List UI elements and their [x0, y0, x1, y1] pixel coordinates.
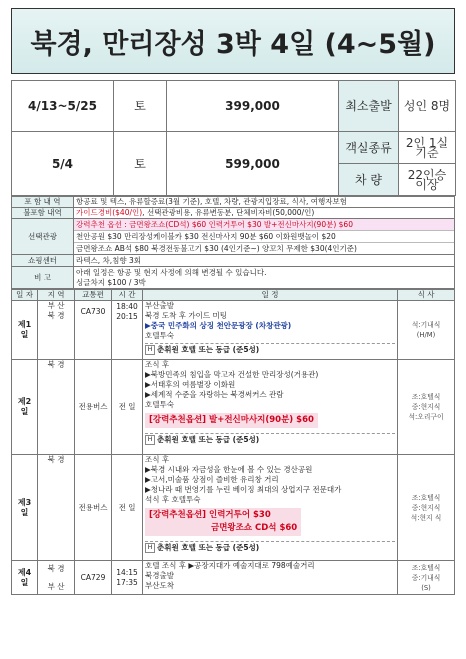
itinerary-line: 부산출발: [145, 301, 174, 310]
promo-line: [강력추천옵션] 인력거투어 $30: [149, 510, 271, 520]
hotel-note: [145, 541, 395, 553]
column-header: 식 사: [398, 290, 455, 301]
itinerary-line: ▶서태후의 여름별장 이화원: [145, 380, 236, 389]
itinerary-line: ▶청나라 때 번영기를 누린 베이징 최대의 상업지구 전문대가: [145, 485, 342, 494]
promo-badge: [145, 508, 301, 536]
price-row: [12, 81, 456, 132]
details-table: [11, 196, 455, 289]
column-header: 일 자: [12, 290, 38, 301]
region-cell: [38, 301, 75, 360]
meal: 석:현지 식: [410, 513, 442, 522]
period: 5/4: [12, 132, 114, 196]
column-header: 지 역: [38, 290, 75, 301]
time-cell: [112, 301, 143, 360]
options-label: 선택관광: [12, 219, 74, 255]
column-header: 시 간: [112, 290, 143, 301]
itinerary-line: 호텔투숙: [145, 400, 174, 409]
meal: 조:호텔식: [411, 393, 441, 401]
time: 18:40: [116, 302, 138, 311]
itinerary-line: 부산도착: [145, 581, 174, 590]
region: 북 경: [47, 311, 65, 320]
notes-value: [74, 267, 455, 289]
region: 부 산: [47, 581, 65, 591]
hotel-note: [145, 433, 395, 445]
notes-line: 아래 일정은 항공 및 현지 사정에 의해 변경될 수 있습니다.: [76, 267, 267, 277]
column-header: 교통편: [75, 290, 112, 301]
hotel-label: 춘휘원 호텔 또는 동급 (준5성): [157, 543, 260, 552]
meal: 중:현지식: [411, 403, 441, 411]
shopping-value: 라텍스, 차,침향 3회: [74, 255, 455, 267]
meal: (H/M): [416, 331, 436, 339]
period: 4/13~5/25: [12, 81, 114, 132]
shopping-label: 쇼핑센터: [12, 255, 74, 267]
day-row: [12, 561, 455, 595]
meal: 조:호텔식: [411, 493, 441, 502]
day-label: 제4일: [12, 561, 38, 595]
meal: 중:기내식: [411, 573, 441, 582]
transport: 전용버스: [75, 360, 112, 455]
itinerary-line: 북경 도착 후 가이드 미팅: [145, 311, 227, 320]
itinerary-cell: [143, 561, 398, 595]
includes-value: 항공료 및 텍스, 유류할증료(3월 기준), 호텔, 차량, 관광지입장료, 식사, 여행자보험: [74, 197, 455, 208]
region-cell: [38, 561, 75, 595]
itinerary-line: ▶고서,미술품 상점이 즐비한 유리창 거리: [145, 475, 279, 484]
meal-cell: [398, 561, 455, 595]
hotel-note: [145, 343, 395, 355]
info-value: 22인승 이상: [399, 164, 456, 196]
time-cell: [112, 561, 143, 595]
region: 부 산: [47, 301, 65, 310]
promo-line: 금면왕조쇼 CD석 $60: [211, 523, 298, 533]
time: 전 일: [112, 360, 143, 455]
itinerary-line: 북경출발: [145, 571, 174, 580]
includes-label: 포 함 내 역: [12, 197, 74, 208]
meal-cell: [398, 455, 455, 561]
hotel-label: 춘휘원 호텔 또는 동급 (준5성): [157, 345, 260, 354]
itinerary-cell: [143, 301, 398, 360]
meal: 석:오리구이: [408, 413, 444, 421]
time: 17:35: [116, 577, 138, 587]
day-row: [12, 301, 455, 360]
schedule-table: [11, 289, 455, 595]
hotel-icon: H: [145, 543, 155, 553]
hotel-icon: H: [145, 345, 155, 355]
time: 20:15: [116, 312, 138, 321]
itinerary-line: ▶중국 민주화의 상징 천안문광장 (차창관광): [145, 321, 292, 330]
info-label: 차 량: [339, 164, 399, 196]
day-label: 제1일: [12, 301, 38, 360]
options-line: 천안공원 $30 만리장성케이블카 $30 전신마사지 90분 $60 이화원뱃놀이 $20: [74, 231, 454, 243]
itinerary-line: 석식 후 호텔투숙: [145, 495, 201, 504]
meal-cell: [398, 301, 455, 360]
day-label: 제3일: [12, 455, 38, 561]
time: 전 일: [112, 455, 143, 561]
meal: (S): [421, 583, 431, 592]
schedule-header-row: [12, 290, 455, 301]
excludes-rest: , 선택관광비용, 유류변동분, 단체비자비(50,000/인): [142, 208, 315, 217]
excludes-label: 불포함 내역: [12, 208, 74, 219]
price-amount: 599,000: [167, 132, 339, 196]
notes-line: 싱글차지 $100 / 3박: [76, 277, 146, 287]
transport: 전용버스: [75, 455, 112, 561]
day-of-week: 토: [114, 132, 167, 196]
info-label: 객실종류: [339, 132, 399, 164]
meal: 조:호텔식: [411, 563, 441, 572]
itinerary-cell: [143, 455, 398, 561]
info-label: 최소출발: [339, 81, 399, 132]
time: 14:15: [116, 567, 138, 577]
day-row: [12, 360, 455, 455]
price-table: [11, 80, 456, 196]
itinerary-cell: [143, 360, 398, 455]
region: 북 경: [47, 563, 65, 573]
itinerary-line: ▶북방민족의 침입을 막고자 건설한 만리장성(거용관): [145, 370, 319, 379]
options-line: 금면왕조쇼 AB석 $80 북경전동불고기 $30 (4인기준~) 양꼬치 무제한 $30(4인기준): [76, 244, 357, 253]
page-title: 북경, 만리장성 3박 4일 (4~5월): [11, 8, 455, 74]
itinerary-page: [11, 8, 455, 595]
region: 북 경: [38, 455, 75, 561]
itinerary-line: ▶북경 시내와 자금성을 한눈에 볼 수 있는 경산공원: [145, 465, 313, 474]
column-header: 일 정: [143, 290, 398, 301]
options-recommended: 강력추천 옵션 : 금면왕조쇼(CD석) $60 인력거투어 $30 발+전신마사지(90분) $60: [74, 219, 454, 231]
excludes-value: [74, 208, 455, 219]
itinerary-line: 조식 후: [145, 455, 170, 464]
notes-label: 비 고: [12, 267, 74, 289]
hotel-icon: H: [145, 435, 155, 445]
promo-badge: [강력추천옵션] 발+전신마사지(90분) $60: [145, 413, 318, 428]
itinerary-line: 조식 후: [145, 360, 170, 369]
hotel-label: 춘휘원 호텔 또는 동급 (준5성): [157, 435, 260, 444]
itinerary-line: ▶세계적 수준을 자랑하는 북경써커스 관람: [145, 390, 284, 399]
meal-cell: [398, 360, 455, 455]
day-label: 제2일: [12, 360, 38, 455]
info-value: 2인 1실 기준: [399, 132, 456, 164]
region: 북 경: [38, 360, 75, 455]
options-value: [74, 219, 455, 255]
day-of-week: 토: [114, 81, 167, 132]
itinerary-line: 호텔투숙: [145, 331, 174, 340]
meal: 중:현지식: [411, 503, 441, 512]
price-amount: 399,000: [167, 81, 339, 132]
meal: 석:기내식: [411, 321, 441, 329]
itinerary-line: 호텔 조식 후 ▶공장지대가 예술지대로 798예술거리: [145, 561, 315, 570]
guide-fee: 가이드경비($40/인): [76, 208, 143, 217]
day-row: [12, 455, 455, 561]
transport: CA729: [75, 561, 112, 595]
info-value: 성인 8명: [399, 81, 456, 132]
transport: CA730: [75, 301, 112, 360]
